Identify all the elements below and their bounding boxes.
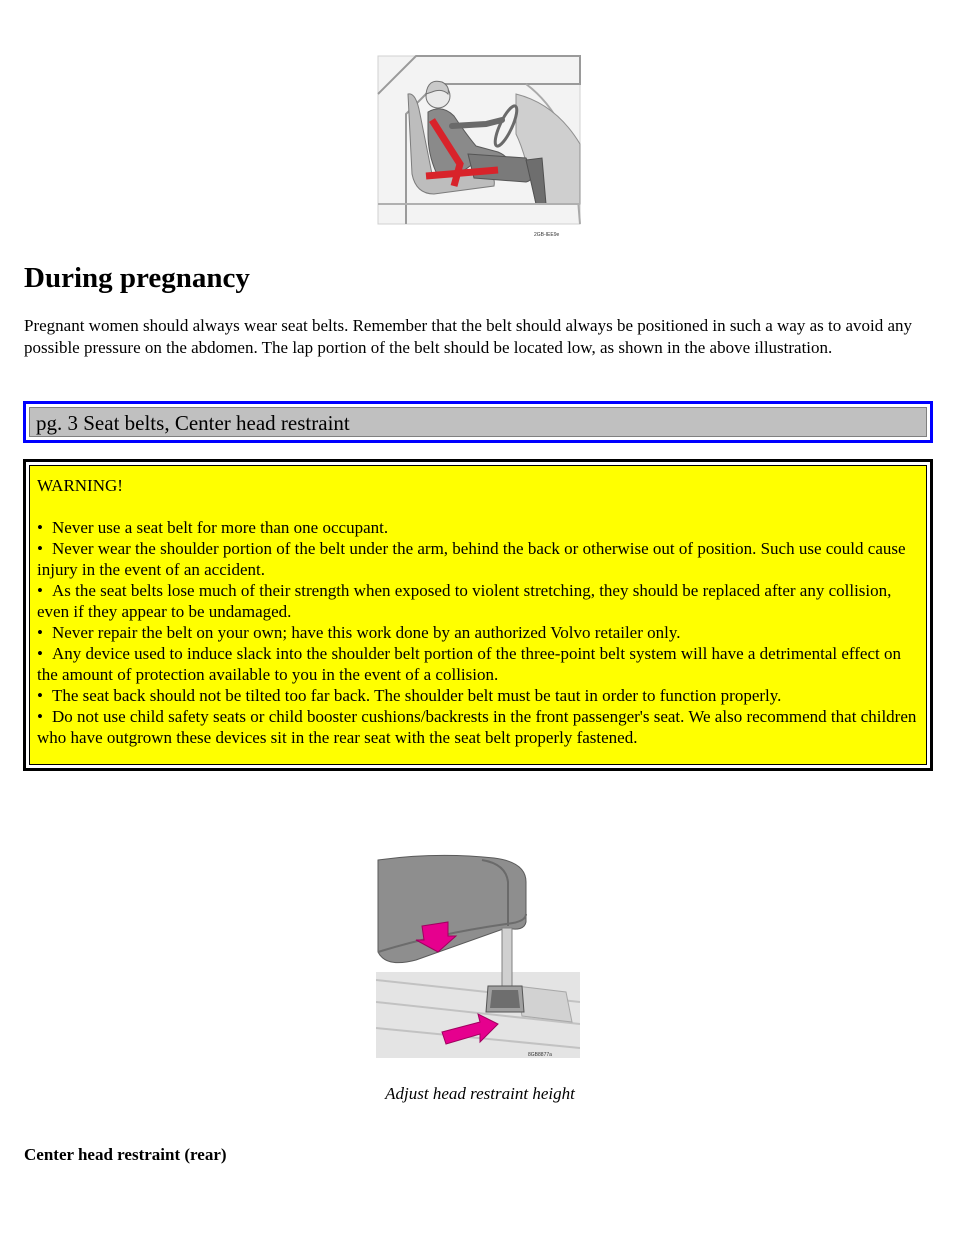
page-bar	[23, 401, 933, 443]
warning-item-text: Never use a seat belt for more than one occupant.	[52, 518, 389, 537]
warning-item-text: As the seat belts lose much of their strength when exposed to violent stretching, they should be replaced after any collision, even if they appear to be undamaged.	[37, 581, 892, 621]
bullet-icon: •	[37, 623, 43, 642]
warning-item	[37, 580, 918, 622]
bullet-icon: •	[37, 539, 43, 558]
page-bar-text: pg. 3 Seat belts, Center head restraint	[36, 411, 350, 435]
figure-code: 2GB-IEE9e	[534, 232, 560, 238]
warning-item-text: Any device used to induce slack into the shoulder belt portion of the three-point belt system will have a detrimental effect on the amount of protection available to you in the event of a collision.	[37, 644, 901, 684]
warning-item	[37, 685, 918, 706]
pregnancy-seatbelt-illustration	[376, 54, 584, 240]
head-restraint-illustration	[376, 852, 580, 1058]
warning-item	[37, 517, 918, 538]
warning-item-text: Do not use child safety seats or child booster cushions/backrests in the front passenger's seat. We also recommend that children who have outgrown these devices sit in the rear seat with the seat belt properly fastened.	[37, 707, 917, 747]
page-bar-fill	[29, 407, 927, 437]
warning-box-inner	[29, 465, 927, 765]
warning-item	[37, 538, 918, 580]
bullet-icon: •	[37, 707, 43, 726]
section-paragraph: Pregnant women should always wear seat belts. Remember that the belt should always be positioned in such a way as to avoid any possible pressure on the abdomen. The lap portion of the belt should be located low, as shown in the above illustration.	[24, 316, 913, 357]
warning-title: WARNING!	[37, 476, 123, 495]
warning-item-text: The seat back should not be tilted too far back. The shoulder belt must be taut in order to function properly.	[52, 686, 782, 705]
bullet-icon: •	[37, 581, 43, 600]
warning-item-text: Never wear the shoulder portion of the belt under the arm, behind the back or otherwise out of position. Such use could cause injury in the event of an accident.	[37, 539, 906, 579]
warning-item	[37, 622, 918, 643]
bullet-icon: •	[37, 518, 43, 537]
subheading: Center head restraint (rear)	[24, 1145, 227, 1164]
warning-box	[23, 459, 933, 771]
bullet-icon: •	[37, 686, 43, 705]
figure-code: 8GB8877a	[528, 1052, 552, 1058]
figure-caption: Adjust head restraint height	[385, 1084, 575, 1103]
warning-list	[37, 517, 918, 748]
section-title: During pregnancy	[24, 262, 250, 294]
warning-item-text: Never repair the belt on your own; have this work done by an authorized Volvo retailer only.	[52, 623, 681, 642]
warning-item	[37, 706, 918, 748]
bullet-icon: •	[37, 644, 43, 663]
warning-item	[37, 643, 918, 685]
